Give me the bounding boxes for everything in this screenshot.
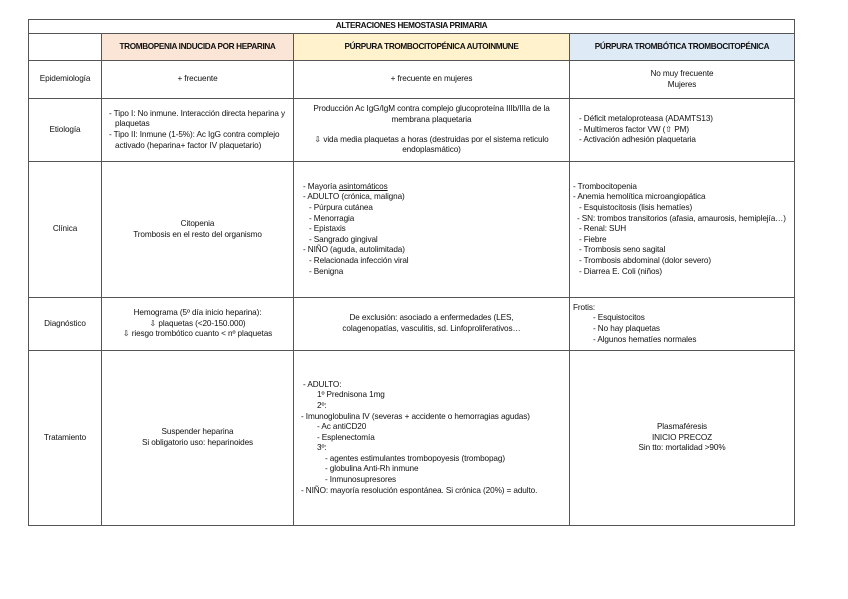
text-line: - ADULTO (crónica, maligna) (303, 192, 405, 202)
text-line: ⇩ vida media plaquetas a horas (destruidas por el sistema reticulo endoplasmático) (314, 134, 549, 155)
text-line: - Renal: SUH (579, 224, 627, 234)
text-line: ⇩ plaquetas (<20-150.000) (149, 318, 246, 328)
etiologia-tih (102, 99, 294, 162)
underlined-text: asintomáticos (338, 181, 388, 191)
text-line: - ADULTO: (303, 379, 342, 389)
hemostasis-table (28, 19, 795, 526)
text-line: No muy frecuente (650, 68, 714, 78)
text-line: - Inmunosupresores (325, 475, 397, 485)
text-line: 2º: (317, 400, 327, 410)
row-label-epidemiologia: Epidemiología (29, 61, 102, 99)
text-line: - Imunoglobulina IV (severas + accidente o hemorragias agudas) (301, 411, 530, 421)
text-line: - Déficit metaloproteasa (ADAMTS13) (579, 114, 713, 124)
text-line: - Algunos hematíes normales (593, 334, 697, 344)
text-line: INICIO PRECOZ (651, 432, 713, 442)
tratamiento-tih (102, 351, 294, 526)
text-line: - Esquistocitosis (lisis hematíes) (579, 203, 693, 213)
text-line: - Sangrado gingival (309, 234, 378, 244)
text-line: Si obligatorio uso: heparinoides (141, 438, 254, 447)
text-line: - Anemia hemolítica microangiopática (573, 192, 706, 202)
tratamiento-ptt (570, 351, 795, 526)
text-line: Suspender heparina (161, 427, 234, 437)
text-line: Producción Ac IgG/IgM contra complejo glucoproteína IIIb/IIIa de la membrana plaquetaria (313, 104, 550, 124)
row-diagnostico (29, 298, 795, 351)
text-line: - Relacionada infección viral (309, 255, 409, 265)
etiologia-pti (294, 99, 570, 162)
clinica-pti (294, 162, 570, 298)
text-line: - No hay plaquetas (593, 324, 660, 333)
text-line: - Multímeros factor VW (⇧ PM) (579, 124, 689, 134)
text-line: - Ac antiCD20 (317, 422, 367, 432)
diagnostico-ptt (570, 298, 795, 351)
epidemiologia-pti: + frecuente en mujeres (294, 61, 570, 99)
row-etiologia (29, 99, 795, 162)
spacer (297, 126, 566, 135)
text-line: - Trombosis abdominal (dolor severo) (579, 255, 712, 265)
text-line: - Fiebre (579, 234, 607, 244)
text-line: - Tipo II: Inmune (1-5%): Ac IgG contra complejo activado (heparina+ factor IV plaquetario) (109, 130, 280, 150)
text-line: - globulina Anti-Rh inmune (325, 464, 419, 474)
header-pti: PÚRPURA TROMBOCITOPÉNICA AUTOINMUNE (294, 34, 570, 61)
etiologia-ptt (570, 99, 795, 162)
row-label-tratamiento: Tratamiento (29, 351, 102, 526)
clinica-tih (102, 162, 294, 298)
text-line: - Activación adhesión plaquetaria (579, 135, 696, 145)
text-line: - NIÑO (aguda, autolimitada) (303, 245, 405, 255)
header-ptt: PÚRPURA TROMBÓTICA TROMBOCITOPÉNICA (570, 34, 795, 61)
text-line: - Trombosis seno sagital (579, 245, 666, 255)
text-line: Frotis: (573, 302, 596, 312)
text-prefix: - Mayoría (303, 181, 339, 191)
text-line: - Benigna (309, 266, 344, 276)
row-label-etiologia: Etiología (29, 99, 102, 162)
row-label-clinica: Clínica (29, 162, 102, 298)
header-empty (29, 34, 102, 61)
row-label-diagnostico: Diagnóstico (29, 298, 102, 351)
row-epidemiologia (29, 61, 795, 99)
text-line: - Trombocitopenia (573, 181, 637, 191)
text-line: Plasmaféresis (656, 422, 708, 432)
epidemiologia-tih: + frecuente (102, 61, 294, 99)
tratamiento-pti (294, 351, 570, 526)
text-line: 1º Prednisona 1mg (317, 390, 385, 400)
text-line: - Tipo I: No inmune. Interacción directa heparina y plaquetas (109, 108, 286, 129)
table-title: ALTERACIONES HEMOSTASIA PRIMARIA (29, 20, 795, 34)
text-line: - Epistaxis (309, 224, 346, 234)
text-line: Sin tto: mortalidad >90% (638, 443, 726, 453)
clinica-ptt (570, 162, 795, 298)
text-line: 3º: (317, 443, 327, 453)
row-tratamiento (29, 351, 795, 526)
text-line: Hemograma (5º día inicio heparina): (133, 308, 262, 318)
text-line: - Menorragia (309, 213, 355, 223)
text-line: Citopenia (180, 218, 215, 228)
text-line: - Esquistocitos (593, 313, 645, 323)
text-line: - Púrpura cutánea (309, 203, 373, 213)
diagnostico-pti (294, 298, 570, 351)
text-line: Mujeres (667, 79, 697, 89)
diagnostico-tih (102, 298, 294, 351)
header-tih: TROMBOPENIA INDUCIDA POR HEPARINA (102, 34, 294, 61)
text-line: - agentes estimulantes trombopoyesis (trombopag) (325, 453, 505, 463)
text-line: - Esplenectomía (317, 432, 375, 442)
text-line: Trombosis en el resto del organismo (133, 229, 262, 239)
text-line: - Diarrea E. Coli (niños) (579, 266, 663, 276)
text-line: - NIÑO: mayoría resolución espontánea. Si crónica (20%) = adulto. (301, 485, 538, 495)
text-line: ⇩ riesgo trombótico cuanto < nº plaquetas (122, 329, 273, 339)
text-line: colagenopatías, vasculitis, sd. Linfoproliferativos… (342, 324, 521, 333)
text-line: - SN: trombos transitorios (afasia, amaurosis, hemiplejía…) (577, 213, 786, 223)
row-clinica (29, 162, 795, 298)
text-line (297, 182, 566, 193)
text-line: De exclusión: asociado a enfermedades (LES, (349, 313, 514, 323)
epidemiologia-ptt (570, 61, 795, 99)
